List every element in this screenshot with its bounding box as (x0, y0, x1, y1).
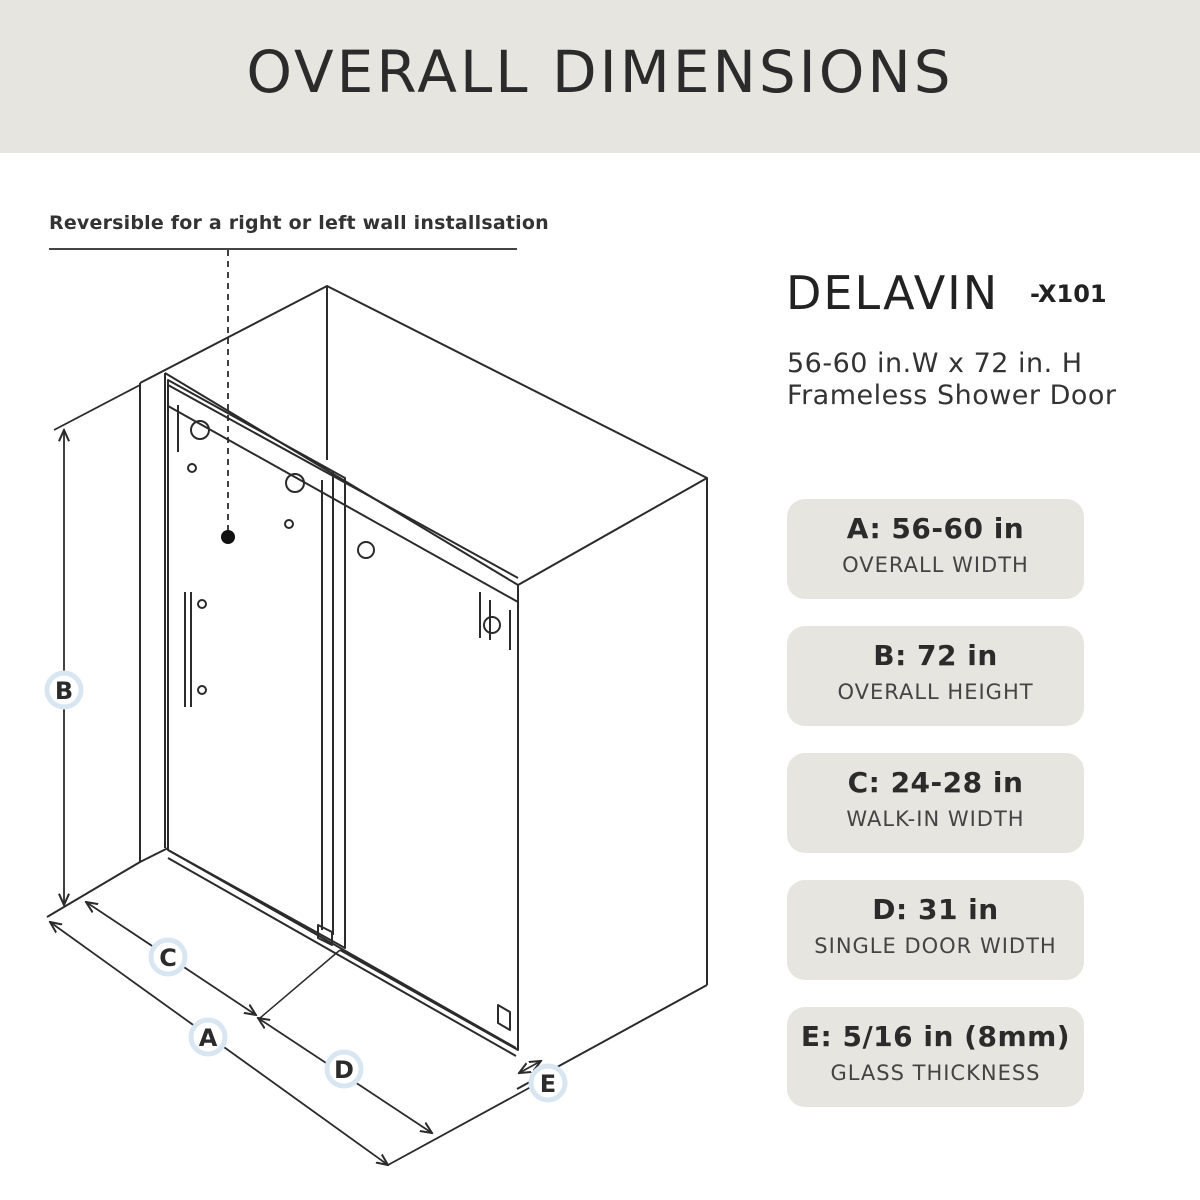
handle-mount-bottom (198, 686, 206, 694)
spec-value: A: 56-60 in (846, 512, 1025, 545)
spec-label: OVERALL WIDTH (842, 553, 1029, 577)
end-stop (498, 1005, 510, 1030)
right-wall-top (518, 478, 707, 985)
product-type-line: Frameless Shower Door (787, 380, 1117, 411)
page-title: OVERALL DIMENSIONS (246, 38, 954, 106)
badge-c-text: C (159, 944, 177, 972)
spec-label: SINGLE DOOR WIDTH (814, 934, 1057, 958)
spec-value: B: 72 in (873, 639, 998, 672)
badge-a (191, 1020, 225, 1054)
badge-c (151, 940, 185, 974)
left-wall (140, 373, 165, 862)
product-model: -X101 (1030, 280, 1107, 308)
badge-e-text: E (539, 1070, 557, 1098)
dimension-leader (260, 950, 340, 1018)
spec-label: WALK-IN WIDTH (846, 807, 1025, 831)
door-handle (185, 592, 191, 707)
rail-end-bracket-left (165, 405, 178, 455)
spec-value: E: 5/16 in (8mm) (800, 1020, 1071, 1053)
badge-b-text: B (54, 677, 74, 705)
product-size-line: 56-60 in.W x 72 in. H (787, 348, 1083, 379)
floor-line (47, 848, 168, 917)
roller-3 (358, 542, 374, 558)
door-vertical-edge (322, 472, 333, 935)
spec-value: C: 24-28 in (847, 766, 1024, 799)
badge-d (327, 1052, 361, 1086)
badge-e (531, 1066, 565, 1100)
guide-stopper-1 (188, 464, 196, 472)
roller-4 (484, 617, 500, 633)
leader-dot-icon (221, 530, 235, 544)
top-rail (168, 385, 518, 602)
spec-label: GLASS THICKNESS (830, 1061, 1041, 1085)
badge-b (47, 673, 81, 707)
reversible-note: Reversible for a right or left wall installsation (49, 212, 549, 234)
guide-stopper-2 (285, 520, 293, 528)
badge-a-text: A (198, 1024, 218, 1052)
spec-label: OVERALL HEIGHT (837, 680, 1034, 704)
top-edge (327, 286, 707, 478)
spec-value: D: 31 in (872, 893, 999, 926)
extension-b-top (54, 385, 140, 430)
badge-d-text: D (334, 1056, 354, 1084)
extension-a-right (388, 1082, 540, 1165)
product-name: DELAVIN (786, 266, 1000, 320)
handle-mount-top (198, 600, 206, 608)
